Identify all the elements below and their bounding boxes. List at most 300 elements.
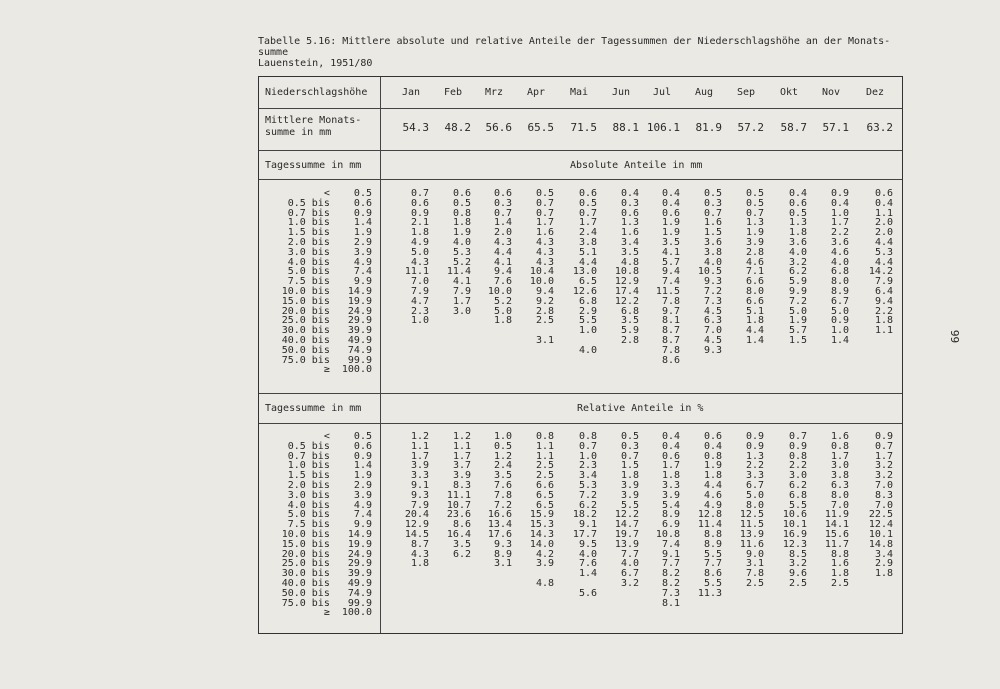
value-column: [385, 189, 429, 375]
table-cell: 5.6: [578, 587, 597, 599]
table-cell: 14.8: [868, 538, 893, 550]
table-cell: 7.7: [620, 548, 639, 560]
table-cell: 4.0: [452, 236, 471, 248]
table-cell: 6.2: [578, 499, 597, 511]
row-label: 0.5 bis 0.6: [287, 197, 372, 209]
table-cell: [385, 579, 429, 589]
table-cell: 4.3: [535, 236, 554, 248]
table-cell: 3.9: [410, 460, 429, 472]
table-cell: 0.6: [788, 197, 807, 209]
table-cell: 1.0: [493, 431, 512, 442]
row-label: 4.0 bis 4.9: [287, 256, 372, 268]
table-cell: [427, 326, 471, 336]
table-cell: 1.5: [620, 460, 639, 472]
table-cell: 2.5: [535, 315, 554, 327]
table-cell: 6.3: [830, 479, 849, 491]
table-cell: 1.0: [578, 450, 597, 462]
value-column: [636, 432, 680, 618]
table-cell: 10.8: [655, 528, 680, 540]
value-column: [636, 189, 680, 375]
table-cell: [849, 356, 893, 366]
table-cell: 1.9: [788, 315, 807, 327]
row-label: 20.0 bis 24.9: [281, 548, 372, 560]
table-cell: 2.0: [493, 227, 512, 239]
caption-line-3: Lauenstein, 1951/80: [258, 58, 373, 69]
table-cell: 14.5: [404, 528, 429, 540]
month-header: Nov: [821, 87, 841, 98]
table-cell: 8.0: [745, 499, 764, 511]
row-label: 75.0 bis 99.9: [281, 597, 372, 609]
table-cell: [805, 346, 849, 356]
table-cell: 4.6: [703, 489, 722, 501]
table-cell: 0.8: [535, 431, 554, 442]
table-cell: [385, 589, 429, 599]
absolute-row-labels: [259, 189, 372, 375]
table-cell: 6.6: [745, 295, 764, 307]
table-cell: 7.1: [745, 266, 764, 278]
table-cell: 0.8: [452, 207, 471, 219]
table-cell: 8.1: [661, 597, 680, 609]
table-cell: 7.0: [874, 499, 893, 511]
table-cell: 10.1: [782, 519, 807, 531]
table-cell: 1.4: [745, 334, 764, 346]
table-cell: 3.9: [535, 558, 554, 570]
table-cell: 1.3: [620, 217, 639, 229]
table-cell: 4.0: [578, 548, 597, 560]
table-cell: 6.5: [578, 276, 597, 288]
table-cell: 0.4: [788, 188, 807, 199]
relative-left-header: Tagessumme in mm: [265, 403, 362, 414]
table-cell: 12.2: [614, 509, 639, 521]
table-cell: 6.3: [703, 315, 722, 327]
row-label: 15.0 bis 19.9: [281, 295, 372, 307]
table-cell: 6.4: [874, 285, 893, 297]
table-cell: 3.1: [745, 558, 764, 570]
table-cell: 9.3: [410, 489, 429, 501]
month-header: Jan: [401, 87, 421, 98]
table-cell: 0.6: [874, 188, 893, 199]
table-cell: 15.9: [529, 509, 554, 521]
table-caption: [258, 36, 918, 69]
table-cell: 0.7: [493, 207, 512, 219]
mean-label-line-1: Mittlere Monats-: [265, 115, 362, 126]
table-cell: 3.3: [745, 470, 764, 482]
table-cell: 6.2: [788, 266, 807, 278]
table-cell: [427, 599, 471, 609]
table-cell: 8.9: [661, 509, 680, 521]
table-cell: 7.2: [493, 499, 512, 511]
table-cell: 7.2: [578, 489, 597, 501]
table-cell: 0.7: [788, 431, 807, 442]
table-cell: 0.3: [493, 197, 512, 209]
table-cell: [849, 336, 893, 346]
table-cell: [678, 365, 722, 375]
table-cell: 1.5: [788, 334, 807, 346]
table-cell: [468, 608, 512, 618]
table-cell: 11.1: [404, 266, 429, 278]
table-cell: 8.3: [452, 479, 471, 491]
table-cell: 7.9: [452, 285, 471, 297]
table-cell: 0.7: [410, 188, 429, 199]
table-cell: 4.5: [703, 334, 722, 346]
value-column: [805, 189, 849, 375]
table-cell: 14.3: [529, 528, 554, 540]
table-cell: 11.7: [824, 538, 849, 550]
table-cell: 1.1: [535, 440, 554, 452]
month-header: Okt: [779, 87, 799, 98]
table-cell: 8.9: [830, 285, 849, 297]
table-cell: 0.5: [703, 188, 722, 199]
table-cell: 10.5: [697, 266, 722, 278]
row-label: ≥ 100.0: [323, 364, 372, 376]
table-cell: 2.2: [745, 460, 764, 472]
table-cell: [636, 365, 680, 375]
table-cell: [553, 599, 597, 609]
mean-row-divider: [259, 150, 902, 151]
table-cell: 3.8: [830, 470, 849, 482]
row-label: 10.0 bis 14.9: [281, 285, 372, 297]
table-cell: 6.2: [452, 548, 471, 560]
row-label: 25.0 bis 29.9: [281, 558, 372, 570]
table-cell: [510, 365, 554, 375]
table-cell: 1.2: [493, 450, 512, 462]
table-cell: 0.5: [535, 188, 554, 199]
table-cell: [427, 356, 471, 366]
row-label: 3.0 bis 3.9: [287, 246, 372, 258]
table-cell: 16.9: [782, 528, 807, 540]
value-column: [385, 432, 429, 618]
table-cell: 0.9: [830, 315, 849, 327]
value-column: [720, 189, 764, 375]
row-label: 10.0 bis 14.9: [281, 528, 372, 540]
table-cell: 0.3: [703, 197, 722, 209]
table-cell: 4.3: [410, 256, 429, 268]
mean-value: 54.3: [402, 121, 429, 134]
table-cell: [427, 608, 471, 618]
table-cell: 4.6: [830, 246, 849, 258]
value-column: [427, 432, 471, 618]
table-cell: 1.6: [830, 558, 849, 570]
relative-row-labels: [259, 432, 372, 618]
table-cell: 13.9: [739, 528, 764, 540]
table-cell: 12.2: [614, 295, 639, 307]
table-cell: 8.3: [874, 489, 893, 501]
row-label: 40.0 bis 49.9: [281, 334, 372, 346]
table-cell: [849, 589, 893, 599]
row-label: 40.0 bis 49.9: [281, 577, 372, 589]
table-cell: [427, 316, 471, 326]
table-cell: 9.5: [578, 538, 597, 550]
relative-title: Relative Anteile in %: [577, 403, 704, 414]
table-cell: 0.4: [661, 440, 680, 452]
table-cell: [763, 608, 807, 618]
table-cell: 8.2: [661, 568, 680, 580]
table-cell: 0.8: [578, 431, 597, 442]
table-cell: 7.0: [703, 325, 722, 337]
table-cell: 12.3: [782, 538, 807, 550]
table-cell: 1.0: [830, 207, 849, 219]
table-cell: [427, 569, 471, 579]
table-cell: 2.5: [745, 577, 764, 589]
table-cell: 4.1: [452, 276, 471, 288]
table-cell: 2.9: [874, 558, 893, 570]
table-cell: [595, 365, 639, 375]
table-cell: 16.4: [446, 528, 471, 540]
table-cell: 8.7: [410, 538, 429, 550]
table-cell: 13.9: [614, 538, 639, 550]
table-cell: [805, 599, 849, 609]
table-cell: 0.5: [788, 207, 807, 219]
table-cell: 1.7: [830, 217, 849, 229]
table-cell: [595, 346, 639, 356]
table-cell: 4.0: [578, 344, 597, 356]
table-cell: 22.5: [868, 509, 893, 521]
table-cell: 0.7: [578, 440, 597, 452]
table-cell: [595, 599, 639, 609]
table-cell: 3.2: [874, 460, 893, 472]
table-cell: [720, 599, 764, 609]
table-cell: 1.9: [745, 227, 764, 239]
table-cell: 1.5: [703, 227, 722, 239]
value-column: [595, 432, 639, 618]
table-cell: 3.9: [452, 470, 471, 482]
table-cell: 5.9: [620, 325, 639, 337]
table-cell: 0.7: [535, 197, 554, 209]
table-cell: 3.9: [620, 489, 639, 501]
table-cell: 1.8: [745, 315, 764, 327]
table-cell: 9.4: [535, 285, 554, 297]
table-cell: 1.0: [578, 325, 597, 337]
month-header: Jul: [652, 87, 672, 98]
table-cell: 4.2: [535, 548, 554, 560]
table-cell: 11.4: [446, 266, 471, 278]
table-cell: 4.3: [410, 548, 429, 560]
table-cell: 7.4: [661, 538, 680, 550]
table-cell: 1.7: [535, 217, 554, 229]
table-cell: 1.0: [830, 325, 849, 337]
row-label: 20.0 bis 24.9: [281, 305, 372, 317]
table-cell: 0.5: [493, 440, 512, 452]
table-cell: 4.0: [788, 246, 807, 258]
value-column: [427, 189, 471, 375]
table-cell: 0.9: [830, 188, 849, 199]
table-cell: 0.8: [830, 440, 849, 452]
table-cell: 5.0: [410, 246, 429, 258]
table-cell: 14.7: [614, 519, 639, 531]
table-cell: 0.6: [452, 188, 471, 199]
mean-value: 56.6: [485, 121, 512, 134]
precipitation-table: [258, 76, 903, 634]
table-cell: 7.2: [788, 295, 807, 307]
relative-header-divider: [259, 423, 902, 424]
table-cell: 4.4: [745, 325, 764, 337]
table-cell: 8.0: [745, 285, 764, 297]
table-cell: 2.4: [578, 227, 597, 239]
table-cell: 3.5: [620, 246, 639, 258]
table-cell: [805, 608, 849, 618]
table-cell: 2.9: [578, 305, 597, 317]
table-cell: 5.5: [578, 315, 597, 327]
table-cell: 8.6: [661, 354, 680, 366]
table-cell: 1.6: [830, 431, 849, 442]
label-column-divider: [380, 77, 381, 633]
table-cell: [468, 599, 512, 609]
table-cell: 6.5: [535, 499, 554, 511]
table-cell: 1.1: [410, 440, 429, 452]
table-cell: 14.2: [868, 266, 893, 278]
table-cell: 7.4: [661, 276, 680, 288]
table-cell: 1.8: [661, 470, 680, 482]
table-cell: 10.4: [529, 266, 554, 278]
table-cell: 0.4: [620, 188, 639, 199]
table-cell: [427, 589, 471, 599]
table-cell: 3.6: [788, 236, 807, 248]
table-cell: 3.2: [788, 256, 807, 268]
table-cell: 1.9: [703, 460, 722, 472]
mean-value: 63.2: [866, 121, 893, 134]
table-cell: [468, 579, 512, 589]
table-cell: 8.2: [661, 577, 680, 589]
table-cell: 1.4: [493, 217, 512, 229]
table-cell: [720, 356, 764, 366]
table-cell: 3.4: [874, 548, 893, 560]
table-cell: 7.6: [578, 558, 597, 570]
table-cell: 11.3: [697, 587, 722, 599]
value-column: [678, 189, 722, 375]
row-label: 3.0 bis 3.9: [287, 489, 372, 501]
table-cell: [385, 365, 429, 375]
value-column: [763, 432, 807, 618]
value-column: [553, 432, 597, 618]
row-label: 0.7 bis 0.9: [287, 207, 372, 219]
table-cell: 11.5: [739, 519, 764, 531]
table-cell: 1.3: [788, 217, 807, 229]
table-cell: 0.6: [410, 197, 429, 209]
table-cell: 2.2: [874, 305, 893, 317]
table-cell: 1.7: [874, 450, 893, 462]
table-cell: [468, 589, 512, 599]
table-cell: 1.8: [493, 315, 512, 327]
row-label: 4.0 bis 4.9: [287, 499, 372, 511]
table-cell: 2.3: [578, 460, 597, 472]
table-cell: [720, 608, 764, 618]
table-cell: 9.9: [788, 285, 807, 297]
table-cell: 9.3: [493, 538, 512, 550]
table-cell: 1.7: [410, 450, 429, 462]
mean-value: 48.2: [444, 121, 471, 134]
table-cell: [427, 365, 471, 375]
table-cell: 8.9: [703, 538, 722, 550]
table-cell: 17.6: [487, 528, 512, 540]
table-cell: 2.1: [410, 217, 429, 229]
month-header: Feb: [443, 87, 463, 98]
table-cell: 5.1: [578, 246, 597, 258]
table-cell: 1.1: [874, 325, 893, 337]
table-cell: 0.6: [493, 188, 512, 199]
row-label: < 0.5: [323, 431, 372, 442]
value-column: [510, 432, 554, 618]
table-cell: 1.8: [830, 568, 849, 580]
table-cell: 7.8: [661, 344, 680, 356]
row-label: 2.0 bis 2.9: [287, 479, 372, 491]
table-cell: 1.9: [452, 227, 471, 239]
table-cell: 1.7: [452, 295, 471, 307]
month-header: Aug: [694, 87, 714, 98]
table-cell: [763, 346, 807, 356]
mean-value: 106.1: [646, 121, 680, 134]
table-cell: 2.5: [535, 460, 554, 472]
table-cell: 0.4: [661, 197, 680, 209]
table-cell: 1.8: [703, 470, 722, 482]
value-column: [849, 189, 893, 375]
table-cell: 0.9: [745, 431, 764, 442]
table-cell: [385, 608, 429, 618]
table-cell: 5.5: [703, 548, 722, 560]
table-cell: 1.1: [874, 207, 893, 219]
row-label: 1.5 bis 1.9: [287, 227, 372, 239]
table-cell: 0.4: [874, 197, 893, 209]
row-label: 5.0 bis 7.4: [287, 509, 372, 521]
table-cell: 1.8: [874, 315, 893, 327]
page-number: 99: [948, 329, 962, 344]
table-cell: 2.8: [620, 334, 639, 346]
table-cell: 1.2: [452, 431, 471, 442]
table-cell: 5.5: [620, 499, 639, 511]
table-cell: 5.0: [788, 305, 807, 317]
mean-value: 81.9: [695, 121, 722, 134]
table-cell: 3.5: [620, 315, 639, 327]
table-cell: [763, 365, 807, 375]
table-cell: 4.4: [578, 256, 597, 268]
table-cell: [720, 589, 764, 599]
table-cell: 7.8: [493, 489, 512, 501]
table-cell: 8.5: [788, 548, 807, 560]
table-cell: 1.8: [410, 558, 429, 570]
table-cell: 4.4: [493, 246, 512, 258]
table-cell: 6.8: [620, 305, 639, 317]
month-header: Mrz: [484, 87, 504, 98]
table-cell: 0.3: [620, 197, 639, 209]
table-cell: 0.7: [745, 207, 764, 219]
table-cell: 1.3: [745, 217, 764, 229]
table-cell: [553, 608, 597, 618]
table-cell: 6.5: [535, 489, 554, 501]
table-cell: [427, 559, 471, 569]
table-cell: 9.1: [578, 519, 597, 531]
value-column: [763, 189, 807, 375]
table-cell: [595, 356, 639, 366]
table-cell: [849, 599, 893, 609]
table-cell: 2.0: [874, 217, 893, 229]
table-cell: 0.5: [745, 188, 764, 199]
table-cell: [468, 346, 512, 356]
table-cell: 5.5: [788, 499, 807, 511]
table-cell: [510, 346, 554, 356]
table-cell: 2.4: [493, 460, 512, 472]
table-cell: 10.7: [446, 499, 471, 511]
table-cell: 3.0: [830, 460, 849, 472]
table-cell: 1.8: [788, 227, 807, 239]
table-cell: 9.4: [874, 295, 893, 307]
table-cell: 2.8: [745, 246, 764, 258]
row-label: 30.0 bis 39.9: [281, 325, 372, 337]
table-cell: 0.9: [788, 440, 807, 452]
table-cell: 8.7: [661, 325, 680, 337]
table-cell: 7.2: [703, 285, 722, 297]
table-cell: 1.4: [830, 334, 849, 346]
table-cell: 1.7: [661, 460, 680, 472]
table-cell: 0.6: [620, 207, 639, 219]
